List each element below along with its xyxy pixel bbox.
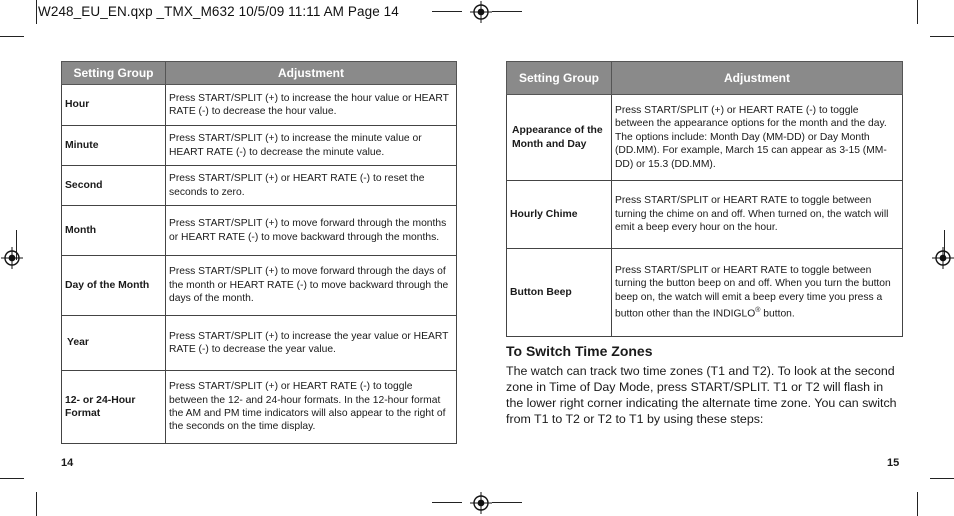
column-header-adjustment: Adjustment [166, 62, 457, 85]
section-title: To Switch Time Zones [506, 343, 653, 359]
body-paragraph: The watch can track two time zones (T1 and T2). To look at the second zone in Time of Day Mode, press START/SPLIT. T1 or T2 will flash in the lower right corner indicating the alternate time zone. You can switch from T1 to T2 or T2 to T1 by using these steps: [506, 364, 897, 426]
column-header-setting-group: Setting Group [507, 62, 612, 95]
crop-mark [0, 36, 24, 37]
adjustment-cell: Press START/SPLIT (+) to increase the minute value or HEART RATE (-) to decrease the minute value. [166, 126, 457, 166]
adjustment-cell: Press START/SPLIT (+) to increase the hour value or HEART RATE (-) to decrease the hour value. [166, 85, 457, 126]
table-header-row [62, 62, 457, 85]
table-row [62, 371, 457, 444]
table-row [62, 206, 457, 256]
adjustment-cell: Press START/SPLIT (+) or HEART RATE (-) to reset the seconds to zero. [166, 166, 457, 206]
crop-mark [36, 0, 37, 24]
page-number-right: 15 [887, 457, 900, 469]
crop-mark [917, 0, 918, 24]
adjustment-cell: Press START/SPLIT (+) to increase the year value or HEART RATE (-) to decrease the year value. [166, 316, 457, 371]
column-header-setting-group: Setting Group [62, 62, 166, 85]
adjustment-cell: Press START/SPLIT (+) to move forward through the months or HEART RATE (-) to move backward through the months. [166, 206, 457, 256]
page-number-left: 14 [61, 457, 74, 469]
crop-mark [930, 36, 954, 37]
setting-group-cell: Minute [62, 126, 166, 166]
adjustment-text-end: button. [760, 308, 795, 320]
setting-group-cell: 12- or 24-Hour Format [62, 371, 166, 444]
setting-group-cell: Button Beep [507, 249, 612, 337]
crop-mark [36, 492, 37, 516]
setting-group-cell: Month [62, 206, 166, 256]
table-row [62, 126, 457, 166]
table-row [62, 85, 457, 126]
registration-mark-icon [1, 247, 23, 269]
column-header-adjustment: Adjustment [612, 62, 903, 95]
setting-group-cell: Appearance of the Month and Day [507, 95, 612, 181]
slug-line: W248_EU_EN.qxp _TMX_M632 10/5/09 11:11 AM Page 14 [38, 4, 399, 19]
table-row [62, 316, 457, 371]
crop-mark [917, 492, 918, 516]
registered-mark: ® [755, 307, 761, 315]
crop-mark [432, 502, 462, 503]
adjustment-cell: Press START/SPLIT (+) or HEART RATE (-) to toggle between the 12- and 24-hour formats. In the 12-hour format the AM and PM time indicators will also appear to the right of the seconds on the time display. [166, 371, 457, 444]
adjustment-cell: Press START/SPLIT (+) to move forward through the days of the month or HEART RATE (-) to move backward through the days of the month. [166, 256, 457, 316]
table-row [507, 249, 903, 337]
settings-table-left [61, 61, 457, 444]
table-row [62, 256, 457, 316]
crop-mark [930, 478, 954, 479]
crop-mark [0, 478, 24, 479]
setting-group-cell: Second [62, 166, 166, 206]
settings-table-right [506, 61, 903, 337]
adjustment-cell [612, 249, 903, 337]
table-header-row [507, 62, 903, 95]
setting-group-cell: Hour [62, 85, 166, 126]
setting-group-cell: Day of the Month [62, 256, 166, 316]
adjustment-cell: Press START/SPLIT (+) or HEART RATE (-) to toggle between the appearance options for the month and the day. The options include: Month Day (MM-DD) or Day Month (DD.MM). For example, March 15 can appear as 3-15 (MM-DD) or 15.3 (DD.MM). [612, 95, 903, 181]
table-row [507, 95, 903, 181]
setting-group-cell: Hourly Chime [507, 181, 612, 249]
setting-group-cell: Year [62, 316, 166, 371]
registration-mark-icon [932, 247, 954, 269]
adjustment-cell: Press START/SPLIT or HEART RATE to toggle between turning the chime on and off. When turned on, the watch will emit a beep every hour on the hour. [612, 181, 903, 249]
registration-mark-icon [470, 1, 492, 23]
table-row [62, 166, 457, 206]
registration-mark-icon [470, 492, 492, 514]
adjustment-text: Press START/SPLIT or HEART RATE to toggle between turning the button beep on and off. When you turn the button beep on, the watch will emit a beep every time you press a button other than the INDIGLO [615, 264, 891, 320]
crop-mark [492, 11, 522, 12]
crop-mark [432, 11, 462, 12]
crop-mark [492, 502, 522, 503]
table-row [507, 181, 903, 249]
